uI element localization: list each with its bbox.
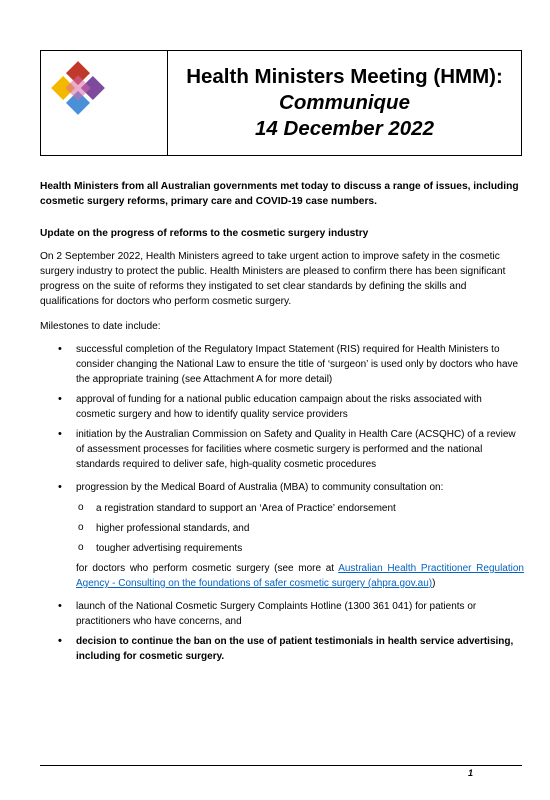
list-item: • launch of the National Cosmetic Surgery Complaints Hotline (1300 361 041) for patients or practitioners who have concerns, and: [40, 599, 524, 629]
page-subtitle: Communique: [279, 91, 410, 114]
sub-list-item: o higher professional standards, and: [76, 521, 524, 536]
sub-list: [76, 501, 524, 556]
milestones-list: [40, 342, 524, 669]
logo-cell: [41, 51, 168, 155]
sub-list-item: o a registration standard to support an ‘Area of Practice’ endorsement: [76, 501, 524, 516]
page-title: Health Ministers Meeting (HMM):: [186, 65, 503, 88]
header-box: [40, 50, 522, 156]
intro-paragraph: Health Ministers from all Australian governments met today to discuss a range of issues, including cosmetic surgery reforms, primary care and COVID-19 case numbers.: [40, 181, 519, 207]
list-item: • initiation by the Australian Commission on Safety and Quality in Health Care (ACSQHC) of a review of assessment processes for facilities where cosmetic surgery is performed and the national standards required to deliver safe, high-quality cosmetic procedures: [40, 427, 524, 472]
for-doctors-suffix: ): [432, 578, 436, 589]
footer-divider: [40, 765, 522, 766]
list-item: • successful completion of the Regulatory Impact Statement (RIS) required for Health Ministers to consider changing the National Law to ensure the title of ‘surgeon’ is used only by doctors who have the appropriate training (see Attachment A for more detail): [40, 342, 524, 387]
section-paragraph: On 2 September 2022, Health Ministers agreed to take urgent action to improve safety in the cosmetic surgery industry to protect the public. Health Ministers are pleased to confirm there has been significant progress on the suite of reforms they instigated to set clear standards by defining the skills and qualifications for doctors who perform cosmetic surgery.: [40, 251, 506, 307]
section-heading: Update on the progress of reforms to the cosmetic surgery industry: [40, 228, 369, 239]
list-item: • approval of funding for a national public education campaign about the risks associated with cosmetic surgery and how to identify quality service providers: [40, 392, 524, 422]
hmm-diamond-logo-icon: [47, 57, 109, 119]
list-item-text: progression by the Medical Board of Australia (MBA) to community consultation on:: [76, 482, 444, 493]
page-date: 14 December 2022: [255, 117, 434, 140]
list-item: [40, 480, 524, 556]
ahpra-consultation-link[interactable]: Australian Health Practitioner Regulation Agency - Consulting on the foundations of safer cosmetic surgery (ahpra.gov.au): [76, 563, 524, 589]
header-title-block: [168, 51, 521, 155]
milestones-intro: Milestones to date include:: [40, 321, 161, 332]
for-doctors-note: [40, 561, 524, 591]
list-item: • decision to continue the ban on the use of patient testimonials in health service advertising, including for cosmetic surgery.: [40, 634, 524, 664]
sub-list-item: o tougher advertising requirements: [76, 541, 524, 556]
page-number: 1: [468, 768, 474, 778]
for-doctors-prefix: for doctors who perform cosmetic surgery (see more at: [76, 563, 339, 574]
